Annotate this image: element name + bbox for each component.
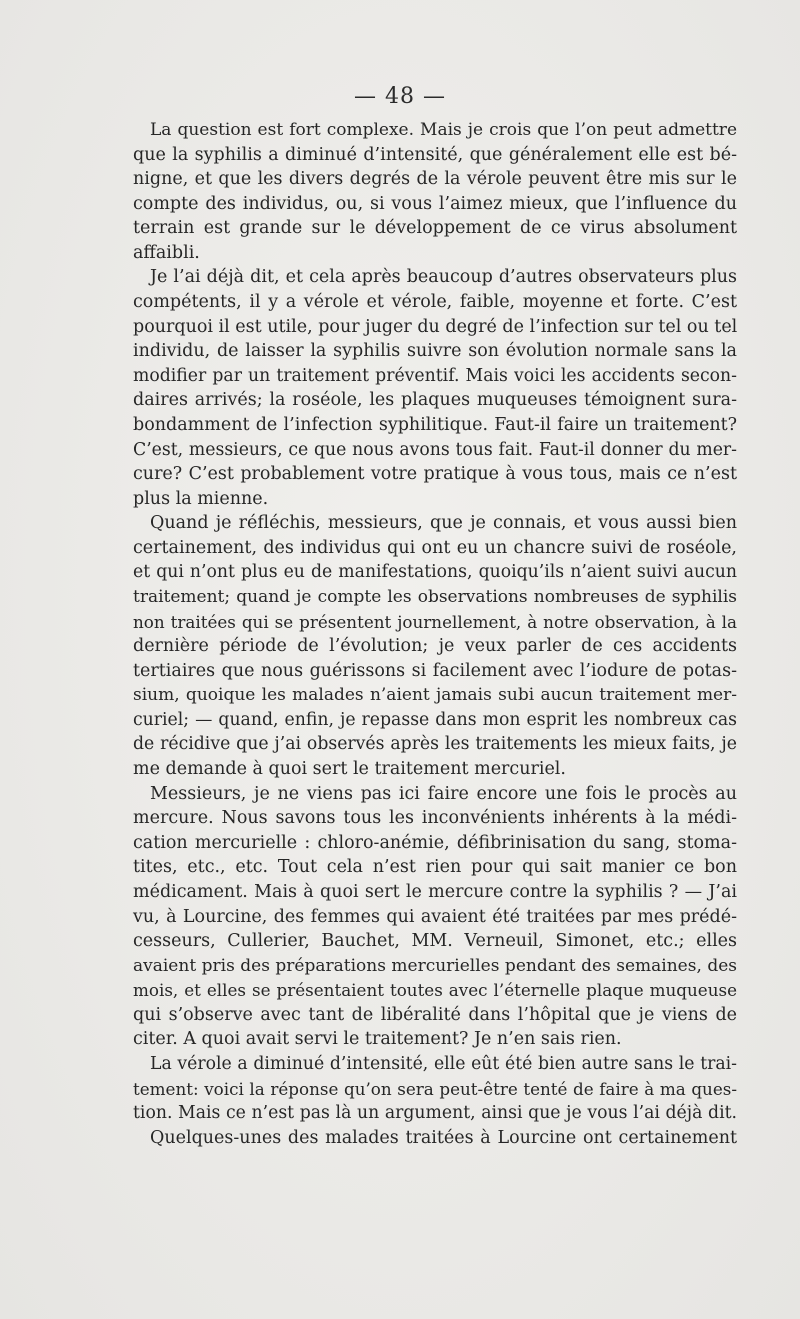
text-line: et qui n’ont plus eu de manifestations, quoiqu’ils n’aient suivi aucun [133,562,737,583]
text-line: plus la mienne. [133,488,269,509]
text-line: citer. A quoi avait servi le traitement? Je n’en sais rien. [133,1029,622,1050]
text-line: cesseurs, Cullerier, Bauchet, MM. Verneuil, Simonet, etc.; elles [133,931,737,952]
text-line: individu, de laisser la syphilis suivre son évolution normale sans la [133,341,737,362]
page-number: — 48 — [354,84,446,109]
text-line: Messieurs, je ne viens pas ici faire encore une fois le procès au [150,783,737,804]
text-line: avaient pris des préparations mercurielles pendant des semaines, des [133,955,737,976]
text-line: compétents, il y a vérole et vérole, faible, moyenne et forte. C’est [133,292,737,313]
text-line: médicament. Mais à quoi sert le mercure contre la syphilis ? — J’ai [133,881,737,902]
text-line: tertiaires que nous guérissons si facilement avec l’iodure de potas- [133,660,737,681]
text-line: certainement, des individus qui ont eu un chancre suivi de roséole, [133,537,737,558]
text-line: traitement; quand je compte les observations nombreuses de syphilis [133,586,737,607]
text-line: daires arrivés; la roséole, les plaques muqueuses témoignent sura- [133,390,737,411]
text-line: C’est, messieurs, ce que nous avons tous fait. Faut-il donner du mer- [133,439,737,460]
text-line: pourquoi il est utile, pour juger du degré de l’infection sur tel ou tel [133,316,738,337]
text-line: non traitées qui se présentent journellement, à notre observation, à la [133,611,737,632]
text-line: Quand je réfléchis, messieurs, que je connais, et vous aussi bien [150,513,737,534]
text-line: sium, quoique les malades n’aient jamais subi aucun traitement mer- [133,685,737,706]
text-line: bondamment de l’infection syphilitique. Faut-il faire un traitement? [133,414,737,435]
text-line: Je l’ai déjà dit, et cela après beaucoup d’autres observateurs plus [150,267,737,288]
text-line: de récidive que j’ai observés après les traitements les mieux faits, je [133,734,737,755]
text-line: La question est fort complexe. Mais je crois que l’on peut admettre [150,120,737,140]
text-line: Quelques-unes des malades traitées à Lourcine ont certainement [150,1127,737,1148]
text-line: modifier par un traitement préventif. Mais voici les accidents secon- [133,365,737,386]
text-line: curiel; — quand, enfin, je repasse dans mon esprit les nombreux cas [133,709,737,730]
text-line: me demande à quoi sert le traitement mercuriel. [133,759,566,780]
text-line: cation mercurielle : chloro-anémie, défibrinisation du sang, stoma- [133,832,737,853]
text-line: terrain est grande sur le développement de ce virus absolument [133,218,737,239]
text-line: mercure. Nous savons tous les inconvénients inhérents à la médi- [133,808,737,829]
text-line: tement: voici la réponse qu’on sera peut-être tenté de faire à ma ques- [133,1078,737,1099]
text-line: tion. Mais ce n’est pas là un argument, ainsi que je vous l’ai déjà dit. [133,1103,737,1124]
text-line: cure? C’est probablement votre pratique à vous tous, mais ce n’est [133,464,737,485]
text-line: qui s’observe avec tant de libéralité dans l’hôpital que je viens de [133,1004,737,1025]
text-line: mois, et elles se présentaient toutes avec l’éternelle plaque muqueuse [133,980,737,1001]
text-line: La vérole a diminué d’intensité, elle eût été bien autre sans le trai- [150,1053,737,1074]
text-line: tites, etc., etc. Tout cela n’est rien pour qui sait manier ce bon [133,857,737,878]
body-text [133,118,737,1150]
text-line: compte des individus, ou, si vous l’aimez mieux, que l’influence du [133,193,737,214]
text-line: que la syphilis a diminué d’intensité, que généralement elle est bé- [133,144,737,165]
text-line: nigne, et que les divers degrés de la vérole peuvent être mis sur le [133,169,737,190]
text-line: dernière période de l’évolution; je veux parler de ces accidents [133,636,737,657]
text-line: affaibli. [133,242,200,263]
text-line: vu, à Lourcine, des femmes qui avaient été traitées par mes prédé- [133,906,737,927]
